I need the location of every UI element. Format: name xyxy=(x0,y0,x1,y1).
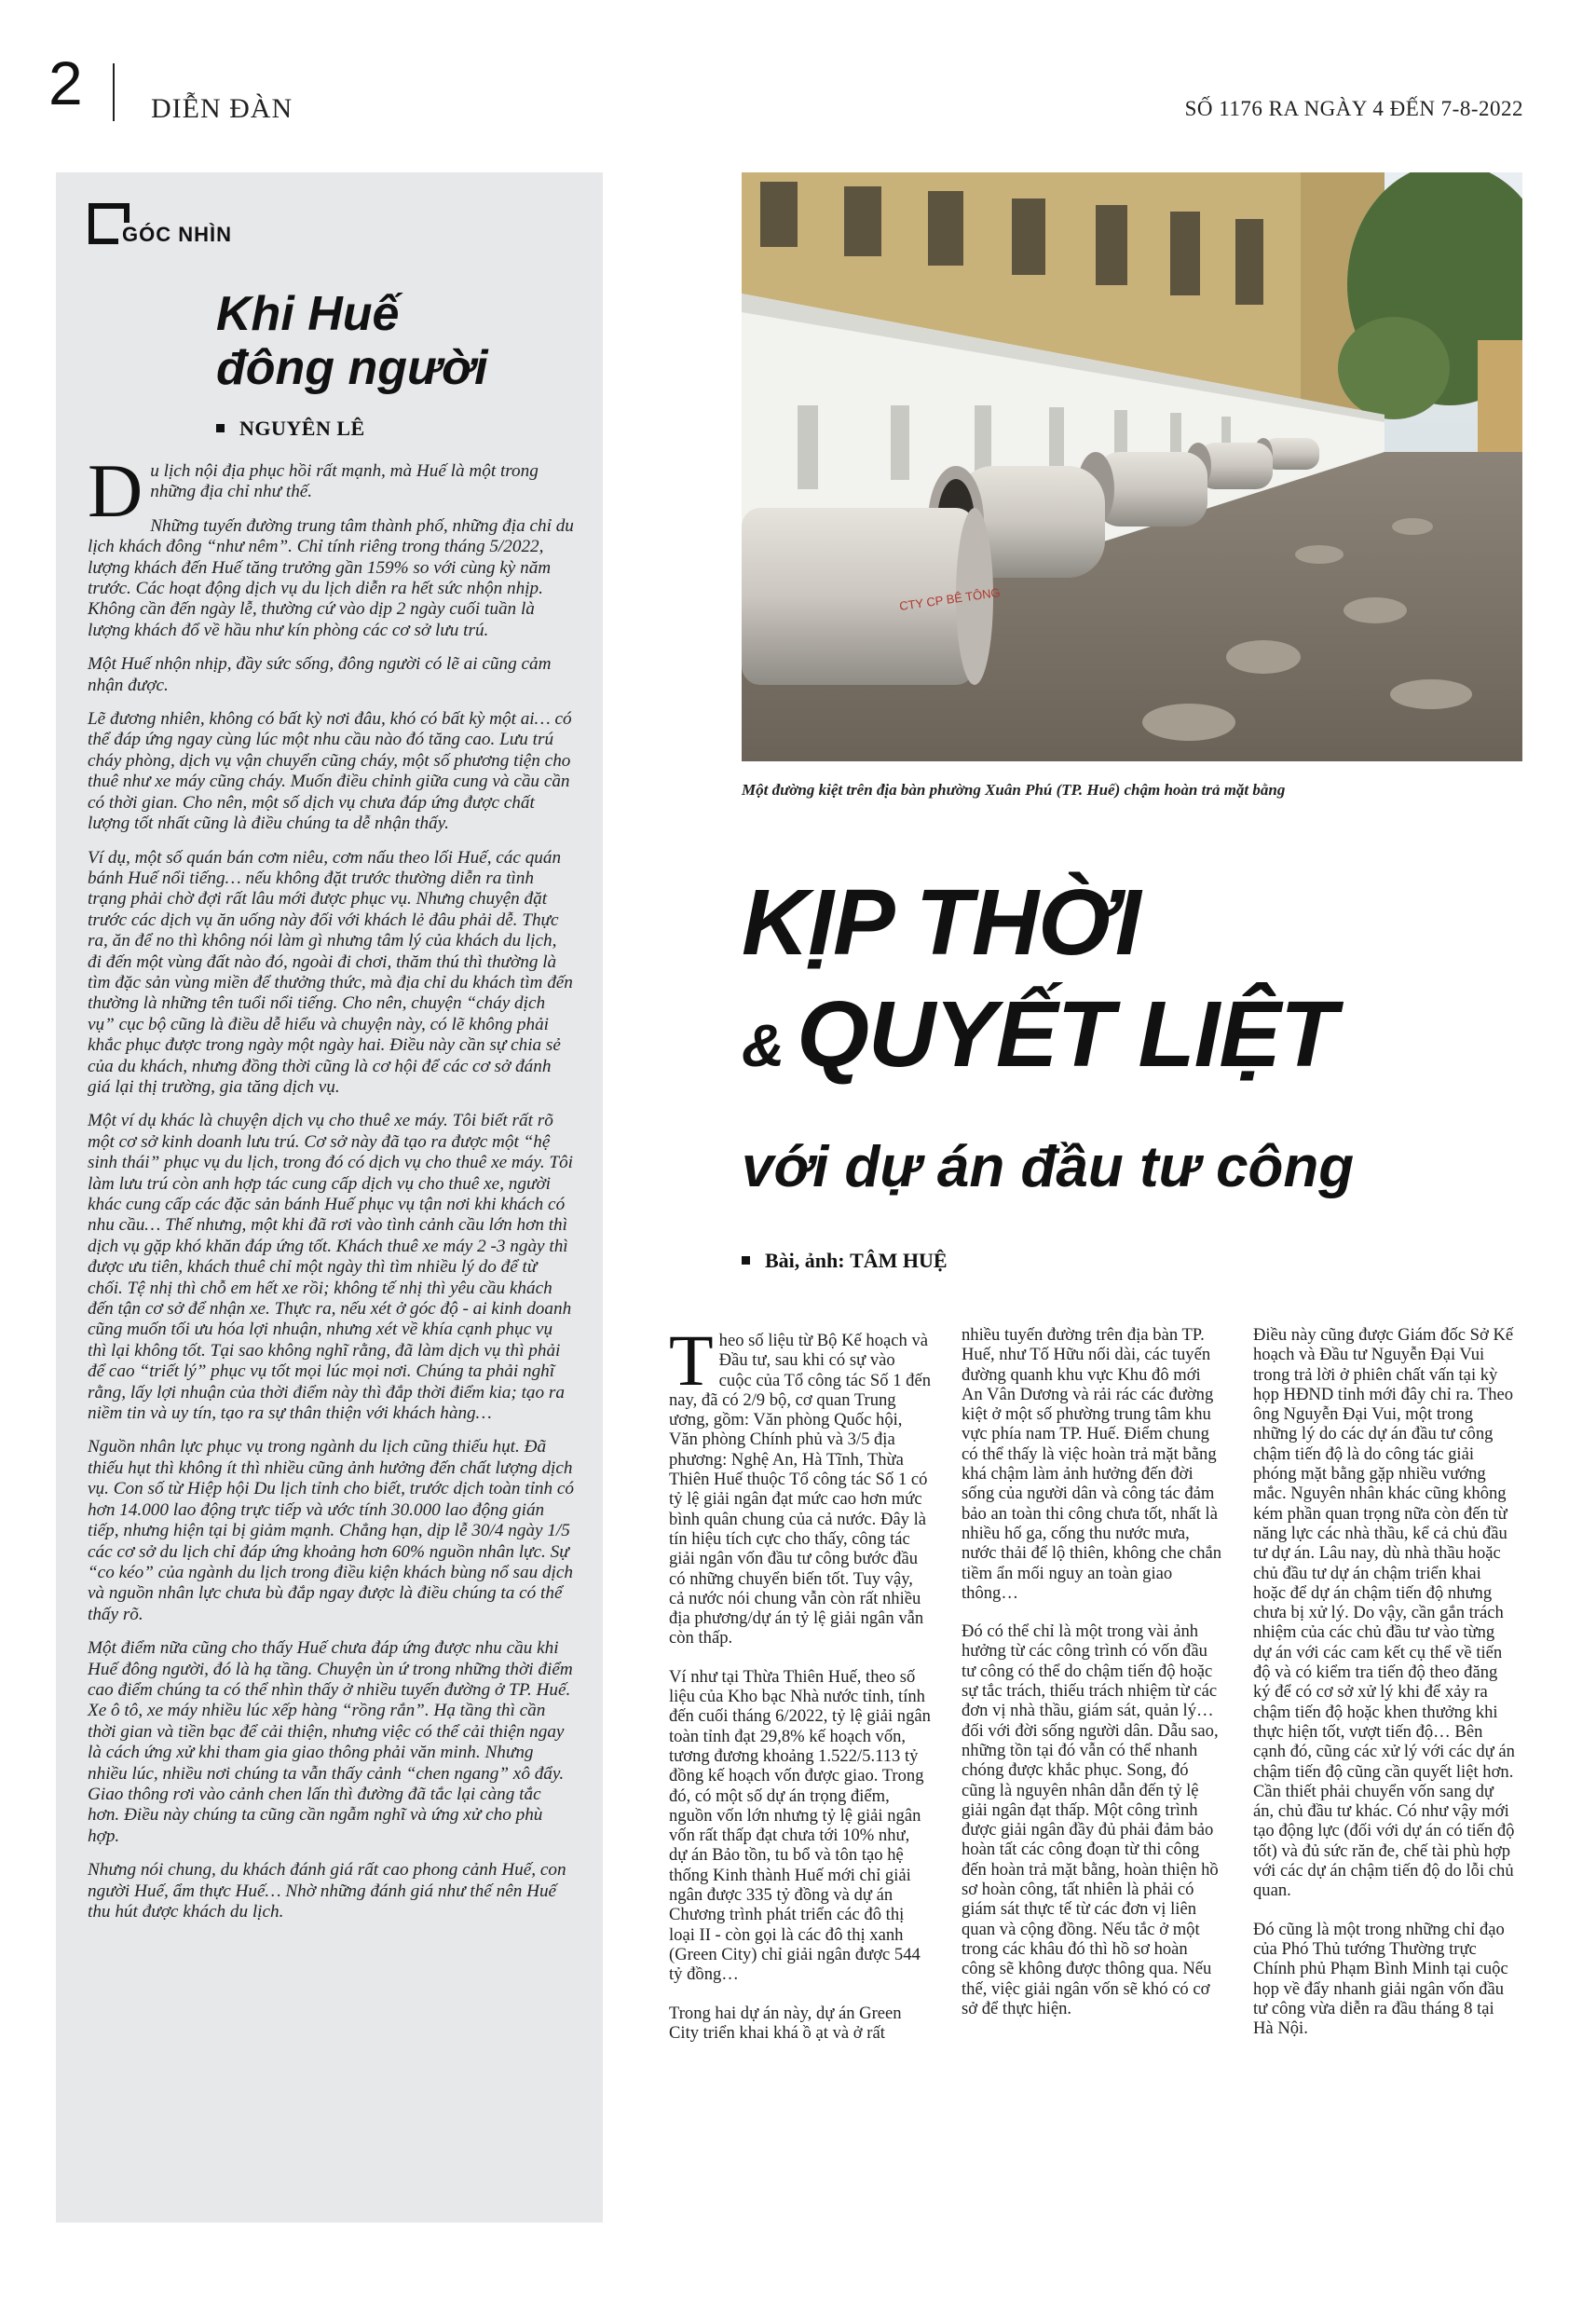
article-paragraph: Đó cũng là một trong những chỉ đạo của Phó Thủ tướng Thường trực Chính phủ Phạm Bình Minh tại cuộc họp về đẩy nhanh giải ngân vốn đầu tư công vừa diễn ra đầu tháng 8 tại Hà Nội. xyxy=(1253,1919,1508,2039)
page-number: 2 xyxy=(48,48,83,117)
headline-line2 xyxy=(742,983,1336,1097)
sidebar-paragraph: Lẽ đương nhiên, không có bất kỳ nơi đâu, khó có bất kỳ một ai… có thể đáp ứng ngay cùng lúc một nhu cầu nào đó tăng cao. Lưu trú cháy phòng, dịch vụ vận chuyển cũng cháy, một số phương tiện cho thuê như xe máy cũng cháy. Muốn điều chỉnh giữa cung và cầu cần có thời gian. Cho nên, một số dịch vụ chưa đáp ứng được chất lượng tốt nhất cũng là điều chúng ta dễ nhận thấy. xyxy=(88,709,572,834)
subheadline: với dự án đầu tư công xyxy=(742,1135,1355,1199)
sidebar-dropcap: D xyxy=(88,448,143,533)
article-paragraph: Điều này cũng được Giám đốc Sở Kế hoạch và Đầu tư Nguyễn Đại Vui trong trả lời ở phiên chất vấn tại kỳ họp HĐND tỉnh mới đây chỉ ra. Theo ông Nguyễn Đại Vui, một trong những lý do các dự án đầu tư công chậm tiến độ là do công tác giải phóng mặt bằng gặp nhiều vướng mắc. Nguyên nhân khác cũng không kém phần quan trọng nữa còn đến từ năng lực các nhà thầu, kể cả chủ đầu tư dự án. Lâu nay, dù nhà thầu hoặc chủ đầu tư dự án chậm triển khai hoặc để dự án chậm tiến độ nhưng chưa bị xử lý. Do vậy, cần gắn trách nhiệm của các chủ đầu tư vào từng dự án với các cam kết cụ thể về tiến độ và có kiểm tra tiến độ theo đăng ký để có cơ sở xử lý khi để xảy ra chậm tiến độ hoặc khen thưởng khi thực hiện tốt, vượt tiến độ… Bên cạnh đó, cũng các xử lý với các dự án chậm tiến độ cũng cần quyết liệt hơn. Cần thiết phải chuyển vốn sang dự án, chủ đầu tư khác. Có như vậy mới tạo động lực (đối với dự án có tiến độ tốt) và đủ sức răn đe, chế tài phù hợp với các dự án chậm tiến độ do lỗi chủ quan. xyxy=(1253,1325,1515,1901)
sidebar-paragraph: Một ví dụ khác là chuyện dịch vụ cho thuê xe máy. Tôi biết rất rõ một cơ sở kinh doanh lưu trú. Cơ sở này đã tạo ra được một “hệ sinh thái” phục vụ du lịch, trong đó có dịch vụ cho thuê xe máy. Tôi làm lưu trú còn anh hợp tác cung cấp dịch vụ cho thuê xe, người khác cung cấp các đặc sản bánh Huế phục vụ tận nơi khi khách có nhu cầu… Thế nhưng, một khi đã rơi vào tình cảnh cầu lớn hơn thì dịch vụ gặp khó khăn đáp ứng tốt. Khách thuê xe máy 2 -3 ngày thì được ưu tiên, khách thuê chỉ một ngày thì tìm nhiều lý do để từ chối. Tệ nhị thì chỗ em hết xe rồi; không tế nhị thì yêu cầu khách đến tận cơ sở để nhận xe. Thực ra, nếu xét ở góc độ - ai kinh doanh cũng muốn tối ưu hóa lợi nhuận, nhưng xét về khía cạnh phục vụ thì lại không tốt. Tại sao không nghĩ rằng, đã làm dịch vụ thì phải để cao “triết lý” phục vụ tốt mọi lúc mọi nơi. Chúng ta phải nghĩ rằng, lấy lợi nhuận của thời điểm này thì đắp thời điểm kia; tạo ra niềm tin và uy tín, tạo ra sự thân thiện với khách hàng… xyxy=(88,1111,574,1424)
article-column-3 xyxy=(1253,1325,1515,2057)
section-name: DIỄN ĐÀN xyxy=(151,93,293,124)
sidebar-paragraph: Nhưng nói chung, du khách đánh giá rất cao phong cảnh Huế, con người Huế, ẩm thực Huế… Nhờ những đánh giá như thế nên Huế thu hút được khách du lịch. xyxy=(88,1860,566,1922)
sidebar-title-line2: đông người xyxy=(216,341,488,395)
article-dropcap: T xyxy=(669,1320,714,1401)
headline-line2-text: QUYẾT LIỆT xyxy=(797,982,1337,1087)
sidebar-paragraph: Một điểm nữa cũng cho thấy Huế chưa đáp ứng được nhu cầu khi Huế đông người, đó là hạ tầng. Chuyện ùn ứ trong những thời điểm cao điểm chúng ta có thể nhìn thấy ở nhiều tuyến đường ở TP. Huế. Xe ô tô, xe máy nhiều lúc xếp hàng “rồng rắn”. Hạ tầng thì cần thời gian và tiền bạc để cải thiện, nhưng việc có thể cải thiện ngay là cách ứng xử khi tham gia giao thông phải văn minh. Nhưng nhiều lúc, nhiều nơi chúng ta vẫn thấy cảnh “chen ngang” xô đẩy. Giao thông rơi vào cảnh chen lấn thì đường đã tắc lại càng tắc hơn. Điều này chúng ta cũng cần ngẫm nghĩ và ứng xử cho phù hợp. xyxy=(88,1638,573,1846)
byline-label: Bài, ảnh: xyxy=(765,1249,845,1272)
photo-caption: Một đường kiệt trên địa bàn phường Xuân Phú (TP. Huế) chậm hoàn trả mặt bằng xyxy=(742,781,1286,799)
sidebar-title xyxy=(216,287,488,395)
article-paragraph: Trong hai dự án này, dự án Green City triển khai khá ồ ạt và ở rất xyxy=(669,2003,902,2043)
sidebar-paragraph: Du lịch nội địa phục hồi rất mạnh, mà Huế là một trong những địa chỉ như thế. xyxy=(88,448,539,533)
byline xyxy=(742,1249,948,1273)
article-paragraph: Theo số liệu từ Bộ Kế hoạch và Đầu tư, sau khi có sự vào cuộc của Tổ công tác Số 1 đến nay, đã có 2/9 bộ, cơ quan Trung ương, gồm: Văn phòng Quốc hội, Văn phòng Chính phủ và 3/5 địa phương: Nghệ An, Hà Tĩnh, Thừa Thiên Huế thuộc Tổ công tác Số 1 có tỷ lệ giải ngân đạt mức cao hơn mức bình quân chung của cả nước. Đây là tín hiệu tích cực cho thấy, công tác giải ngân vốn đầu tư công bước đầu có những chuyển biến tốt. Tuy vậy, cả nước nói chung vẫn còn rất nhiều địa phương/dự án tỷ lệ giải ngân vẫn còn thấp. xyxy=(669,1320,932,1648)
sidebar-title-line1: Khi Huế xyxy=(216,287,400,341)
sidebar-author xyxy=(216,417,365,441)
sidebar-paragraph: Nguồn nhân lực phục vụ trong ngành du lịch cũng thiếu hụt. Đã thiếu hụt thì không ít thì nhiều cũng ảnh hưởng đến chất lượng dịch vụ. Con số từ Hiệp hội Du lịch tỉnh cho biết, trước dịch toàn tỉnh có hơn 14.000 lao động trực tiếp và ước tính 30.000 lao động gián tiếp, nhưng hiện tại bị giảm mạnh. Chẳng hạn, dịp lễ 30/4 ngày 1/5 các cơ sở du lịch chỉ đáp ứng khoảng hơn 60% nguồn nhân lực. Sự “co kéo” của ngành du lịch trong điều kiện khách bùng nổ sau dịch và nguồn nhân lực chưa bù đắp ngay được là điều chúng ta có thể thấy rõ. xyxy=(88,1437,574,1624)
sidebar-paragraph: Những tuyến đường trung tâm thành phố, những địa chỉ du lịch khách đông “như nêm”. Chỉ tính riêng trong tháng 5/2022, lượng khách đến Huế tăng trưởng gần 159% so với cùng kỳ năm trước. Các hoạt động dịch vụ du lịch diễn ra hết sức nhộn nhịp. Không cần đến ngày lễ, thường cứ vào dịp 2 ngày cuối tuần là lượng khách đổ về hầu như kín phòng các cơ sở lưu trú. xyxy=(88,515,574,640)
pipe-marking: CTY CP BÊ TÔNG xyxy=(898,584,1002,613)
sidebar-paragraph: Ví dụ, một số quán bán cơm niêu, cơm nấu theo lối Huế, các quán bánh Huế nổi tiếng… nếu không đặt trước thường diễn ra tình trạng phải chờ đợi rất lâu mới được phục vụ. Nhưng chuyện đặt trước các dịch vụ ăn uống này đối với khách lẻ đâu phải dễ. Thực ra, ăn để no thì không nói làm gì nhưng tâm lý của khách du lịch, đi đến một vùng đất nào đó, ngoài đi chơi, thăm thú thì thường là tìm đặc sản vùng miền để thưởng thức, mà địa chỉ du khách tìm đến thường là những tên tuổi nổi tiếng. Cho nên, chuyện “cháy dịch vụ” cục bộ cũng là điều dễ hiểu và chuyện này, có lẽ không phải khắc phục được trong ngày một ngày hai. Điều này cần sự chia sẻ của du khách, nhưng đồng thời cũng là cơ hội để các cơ sở đánh giá lại thị trường, gia tăng dịch vụ. xyxy=(88,847,573,1097)
bullet-square-icon xyxy=(216,424,225,432)
sidebar-author-name: NGUYÊN LÊ xyxy=(239,417,365,440)
headline-line1: KỊP THỜI xyxy=(742,870,1140,975)
sidebar-body xyxy=(88,448,574,1936)
issue-info: SỐ 1176 RA NGÀY 4 ĐẾN 7-8-2022 xyxy=(1184,97,1523,120)
header-divider xyxy=(113,63,115,121)
rubric-label: GÓC NHÌN xyxy=(118,223,232,247)
article-column-2 xyxy=(962,1325,1223,2037)
article-paragraph: Đó có thể chỉ là một trong vài ảnh hưởng từ các công trình có vốn đầu tư công có thể do chậm tiến độ hoặc sự tắc trách, thiếu trách nhiệm từ các đơn vị nhà thầu, giám sát, quản lý… đối với đời sống người dân. Dẫu sao, những tồn tại đó vẫn có thể nhanh chóng được khắc phục. Song, đó cũng là nguyên nhân dẫn đến tỷ lệ giải ngân đạt thấp. Một công trình được giải ngân đầy đủ phải đảm bảo hoàn tất các công đoạn từ thi công đến hoàn trả mặt bằng, hoàn thiện hồ sơ hoàn công, tất nhiên là phải có giám sát thực tế từ các đơn vị liên quan và cộng đồng. Nếu tắc ở một trong các khâu đó thì hồ sơ hoàn công sẽ không được thông qua. Nếu thế, việc giải ngân vốn sẽ khó có cơ sở để thực hiện. xyxy=(962,1621,1219,2018)
byline-author: TÂM HUỆ xyxy=(850,1249,948,1272)
bullet-square-icon xyxy=(742,1256,750,1265)
headline-ampersand: & xyxy=(742,1012,784,1079)
article-photo xyxy=(742,172,1522,761)
article-paragraph: nhiều tuyến đường trên địa bàn TP. Huế, như Tố Hữu nối dài, các tuyến đường quanh khu vực Khu đô mới An Vân Dương và rải rác các đường kiệt ở một số phường trung tâm khu vực phía nam TP. Huế. Điểm chung có thể thấy là việc hoàn trả mặt bằng khá chậm làm ảnh hưởng đến đời sống của người dân và công tác đảm bảo an toàn thi công chưa tốt, nhất là nhiều hố ga, cống thu nước mưa, nước thải để lộ thiên, không che chắn tiềm ẩn mối nguy an toàn giao thông… xyxy=(962,1325,1222,1603)
article-column-1 xyxy=(669,1320,932,2061)
article-paragraph: Ví như tại Thừa Thiên Huế, theo số liệu của Kho bạc Nhà nước tỉnh, tính đến cuối tháng 6/2022, tỷ lệ giải ngân toàn tỉnh đạt 29,8% kế hoạch vốn, tương đương khoảng 1.522/5.113 tỷ đồng kế hoạch vốn được giao. Trong đó, có một số dự án trọng điểm, nguồn vốn lớn nhưng tỷ lệ giải ngân vốn rất thấp đạt chưa tới 10% như, dự án Bảo tồn, tu bổ và tôn tạo hệ thống Kinh thành Huế mới chỉ giải ngân được 335 tỷ đồng và dự án Chương trình phát triển các đô thị loại II - còn gọi là các đô thị xanh (Green City) chỉ giải ngân được 544 tỷ đồng… xyxy=(669,1666,931,1985)
sidebar-paragraph: Một Huế nhộn nhịp, đầy sức sống, đông người có lẽ ai cũng cảm nhận được. xyxy=(88,654,552,695)
